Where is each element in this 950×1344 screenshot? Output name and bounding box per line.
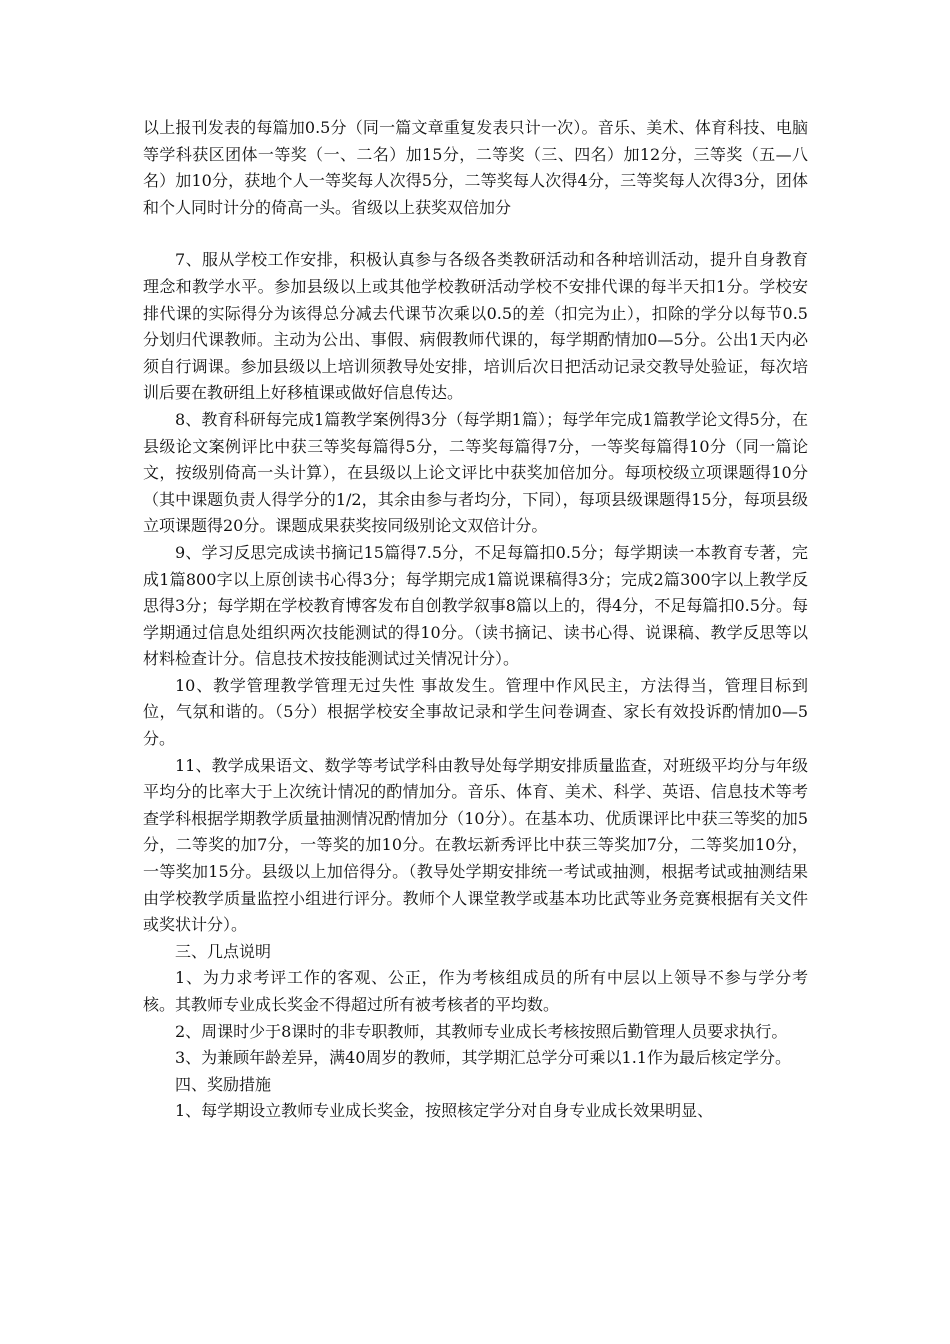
section-heading-rewards: 四、奖励措施 (175, 1074, 272, 1094)
note-item-1: 1、为力求考评工作的客观、公正，作为考核组成员的所有中层以上领导不参与学分考核。其教师专业成长奖金不得超过所有被考核者的平均数。 (143, 968, 808, 1014)
paragraph-continued: 以上报刊发表的每篇加0.5分（同一篇文章重复发表只计一次）。音乐、美术、体育科技、电脑等学科获区团体一等奖（一、二名）加15分，二等奖（三、四名）加12分，三等奖（五—八名）加10分，获地个人一等奖每人次得5分，二等奖每人次得4分，三等奖每人次得3分，团体和个人同时计分的倚高一头。省级以上获奖双倍加分 (143, 118, 808, 217)
reward-item-1: 1、每学期设立教师专业成长奖金，按照核定学分对自身专业成长效果明显、 (175, 1101, 714, 1121)
paragraph-item-8: 8、教育科研每完成1篇教学案例得3分（每学期1篇）；每学年完成1篇教学论文得5分，在县级论文案例评比中获三等奖每篇得5分，二等奖每篇得7分，一等奖每篇得10分（同一篇论文，按级别倚高一头计算），在县级以上论文评比中获奖加倍加分。每项校级立项课题得10分（其中课题负责人得学分的1/2，其余由参与者均分，下同），每项县级课题得15分，每项县级立项课题得20分。课题成果获奖按同级别论文双倍计分。 (143, 409, 808, 536)
paragraph-item-10: 10、教学管理教学管理无过失性 事故发生。管理中作风民主，方法得当，管理目标到位，气氛和谐的。（5分）根据学校安全事故记录和学生问卷调查、家长有效投诉酌情加0—5分。 (143, 675, 808, 749)
paragraph-item-7: 7、服从学校工作安排，积极认真参与各级各类教研活动和各种培训活动，提升自身教育理念和教学水平。参加县级以上或其他学校教研活动学校不安排代课的每半天扣1分。学校安排代课的实际得分为该得总分减去代课节次乘以0.5的差（扣完为止），扣除的学分以每节0.5分划归代课教师。主动为公出、事假、病假教师代课的，每学期酌情加0—5分。公出1天内必须自行调课。参加县级以上培训须教导处安排，培训后次日把活动记录交教导处验证，每次培训后要在教研组上好移植课或做好信息传达。 (143, 250, 808, 403)
paragraph-item-9: 9、学习反思完成读书摘记15篇得7.5分，不足每篇扣0.5分；每学期读一本教育专著，完成1篇800字以上原创读书心得3分；每学期完成1篇说课稿得3分；完成2篇300字以上教学反思得3分；每学期在学校教育博客发布自创教学叙事8篇以上的，得4分，不足每篇扣0.5分。每学期通过信息处组织两次技能测试的得10分。（读书摘记、读书心得、说课稿、教学反思等以材料检查计分。信息技术按技能测试过关情况计分）。 (143, 542, 808, 669)
note-item-3: 3、为兼顾年龄差异，满40周岁的教师，其学期汇总学分可乘以1.1作为最后核定学分。 (175, 1048, 791, 1068)
document-page (143, 115, 808, 1125)
paragraph-item-11: 11、教学成果语文、数学等考试学科由教导处每学期安排质量监查，对班级平均分与年级平均分的比率大于上次统计情况的酌情加分。音乐、体育、美术、科学、英语、信息技术等考查学科根据学期教学质量抽测情况酌情加分（10分）。在基本功、优质课评比中获三等奖的加5分，二等奖的加7分，一等奖的加10分。在教坛新秀评比中获三等奖加7分，二等奖加10分，一等奖加15分。县级以上加倍得分。（教导处学期安排统一考试或抽测，根据考试或抽测结果由学校教学质量监控小组进行评分。教师个人课堂教学或基本功比武等业务竞赛根据有关文件或奖状计分）。 (143, 755, 808, 935)
paragraph-gap (143, 221, 808, 247)
note-item-2: 2、周课时少于8课时的非专职教师，其教师专业成长考核按照后勤管理人员要求执行。 (175, 1021, 788, 1041)
section-heading-notes: 三、几点说明 (175, 941, 272, 961)
